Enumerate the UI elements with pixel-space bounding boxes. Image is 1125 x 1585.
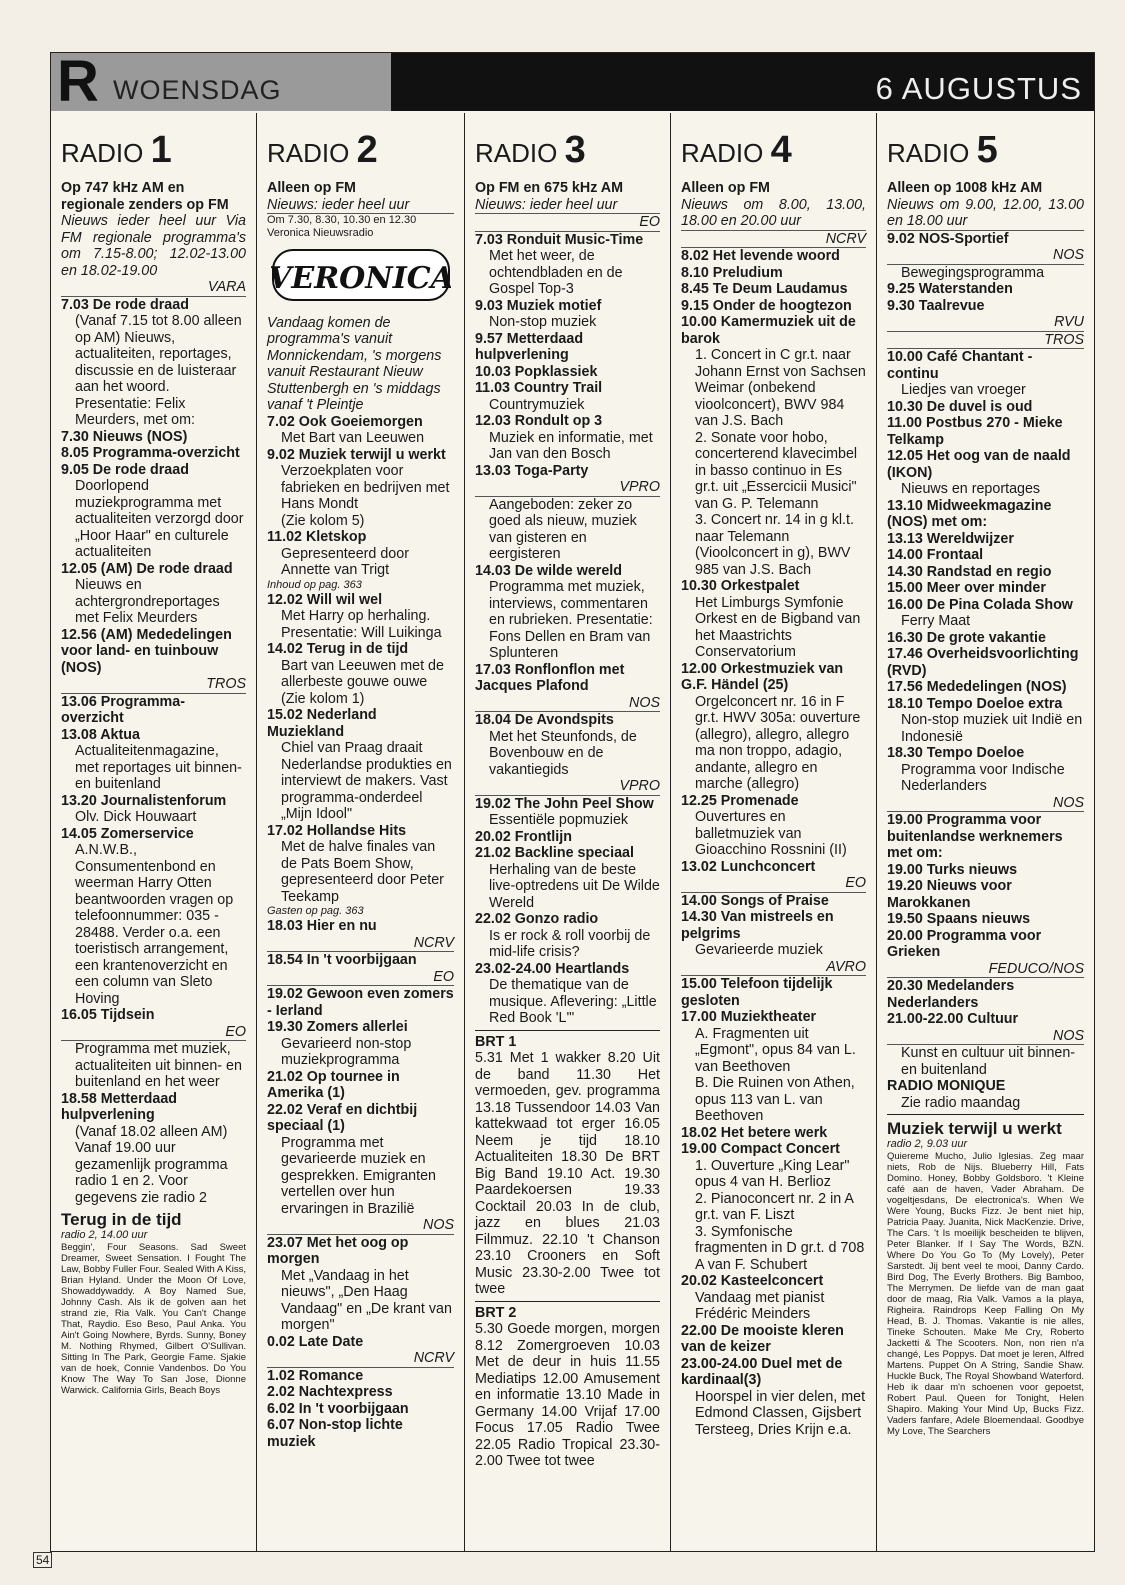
header-left-band — [51, 49, 391, 114]
radio-5-box-sub: radio 2, 9.03 uur — [887, 1137, 968, 1150]
program-entry: 14.30 Van mistreels en pelgrims — [681, 909, 834, 942]
program-description: Ouvertures en balletmuziek van Gioacchino Rossnini (II) — [695, 809, 847, 858]
program-description: 1. Concert in C gr.t. naar Johann Ernst von Sachsen Weimar (onbekend vioolconcert), BWV 984 van J.S. Bach — [695, 347, 866, 429]
radio-5-sub: Alleen op 1008 kHz AM — [887, 180, 1043, 196]
radio-1-number: 1 — [150, 129, 172, 171]
program-entry: 10.00 Kamermuziek uit de barok — [681, 314, 856, 347]
radio-5-box-text: Quiereme Mucho, Julio Iglesias. Zeg maar niets, Rob de Nijs. Blueberry Hill, Fats Domino. Honey, Bobby Goldsboro. 't Kleine café aan de haven, Vader Abraham. De vogeltjesdans, De electronica's. When We Were Young, Bucks Fizz. Je bent niet hip, Patricia Paay. Juanita, Nick MacKenzie. Drive, The Cars. 't Is moeilijk bescheiden te blijven, Peter Blanker. If I Say The Words, BZN. Where Do You Go To (My Lovely), Peter Sarstedt. Jij bent veel te mooi, Danny Cardo. Bird Dog, The Everly Brothers. Big Bamboo, The Merrymen. De liefde van de man gaat door de maag, Ria Valk. Vamos a la playa, Righeira. Raindrops Keep Falling On My Head, B. J. Thomas. Vakantie is nie alles, Tineke Schouten. Make Me Cry, Roberto Jacketti & The Scooters. Non, non rien n'a changé, Les Poppys. Dat moet je leren, Alfred Martens. Puppet On A String, Sandie Shaw. Huckle Buck, The Royal Showband Waterford. Heb ik daar m'n schoenen voor gepoetst, Robert Paul. Queen for Tonight, Helen Shapiro. Making Your Mind Up, Bucks Fizz. Vaders fanfare, Adele Bloemendaal. Goodbye My Love, The Searchers — [887, 1150, 1084, 1437]
program-description: Zie radio maandag — [901, 1094, 1021, 1111]
radio-1-title: RADIO — [61, 138, 144, 168]
program-description: Chiel van Praag draait Nederlandse produkties en interviewt de makers. Vast programma-onderdeel „Mijn Idool" — [281, 740, 452, 822]
program-description: B. Die Ruinen von Athen, opus 113 van L. van Beethoven — [695, 1075, 855, 1124]
veronica-logo-text: VERONICA — [271, 261, 451, 296]
program-entry: 6.02 In 't voorbijgaan — [267, 1400, 409, 1417]
program-entry: 17.02 Hollandse Hits — [267, 822, 407, 839]
program-entry: 20.00 Programma voor Grieken — [887, 927, 1042, 960]
program-description: Met „Vandaag in het nieuws", „Den Haag Vandaag" en „De krant van morgen" — [281, 1267, 452, 1333]
program-entry: 14.00 Songs of Praise — [681, 892, 829, 909]
broadcaster-label: EO — [267, 969, 454, 987]
radio-3-number: 3 — [564, 129, 586, 171]
radio-2-sub3: Om 7.30, 8.30, 10.30 en 12.30 Veronica Nieuwsradio — [267, 214, 417, 239]
column-radio-3 — [465, 113, 671, 1551]
brt1-text: 5.31 Met 1 wakker 8.20 Uit de band 11.30 Het vermoeden, gev. programma 13.18 Tussendoor 14.03 Van kattekwaad tot erger 16.05 Neem je tijd 18.10 Actualiteiten 18.30 De BRT Big Band 19.10 Act. 19.30 Paardekoersen 19.33 Cocktail 20.03 In de club, jazz en blues 21.03 Filmmuz. 22.10 't Chanson 23.10 Crooners en Soft Music 23.30-2.00 Twee tot twee — [475, 1050, 660, 1297]
program-entry: 13.06 Programma-overzicht — [61, 693, 185, 726]
radio-3-sub2: Nieuws: ieder heel uur — [475, 197, 660, 215]
program-entry: 7.02 Ook Goeiemorgen — [267, 413, 423, 430]
header-day: WOENSDAG — [113, 75, 282, 105]
veronica-logo — [271, 246, 451, 304]
program-entry: 8.05 Programma-overzicht — [61, 445, 240, 461]
program-description: 3. Concert nr. 14 in g kl.t. naar Telemann (Vioolconcert in g), BWV 985 van J.S. Bach — [695, 512, 854, 578]
program-description: A. Fragmenten uit „Egmont", opus 84 van L. van Beethoven — [695, 1025, 856, 1075]
program-description: Liedjes van vroeger — [901, 382, 1026, 398]
program-entry: 16.30 De grote vakantie — [887, 629, 1046, 646]
column-radio-1 — [51, 113, 257, 1551]
radio-2-intro: Vandaag komen de programma's vanuit Monnickendam, 's morgens vanuit Restaurant Nieuw Stuttenbergh en 's middags vanaf 't Pleintje — [267, 314, 442, 413]
program-entry: 15.00 Telefoon tijdelijk gesloten — [681, 976, 833, 1009]
program-description: Actualiteitenmagazine, met reportages uit binnen- en buitenland — [75, 743, 242, 792]
program-entry: 11.03 Country Trail — [475, 380, 603, 396]
broadcaster-label: AVRO — [681, 959, 866, 977]
program-entry: 0.02 Late Date — [267, 1333, 364, 1350]
program-entry: 17.46 Overheidsvoorlichting (RVD) — [887, 646, 1079, 679]
program-description: Non-stop muziek — [489, 314, 597, 330]
program-description: Olv. Dick Houwaart — [75, 809, 197, 825]
column-radio-4 — [671, 113, 877, 1551]
program-description: Gepresenteerd door Annette van Trigt — [281, 545, 409, 578]
radio-4-heading — [681, 129, 866, 171]
program-entry: 13.10 Midweekmagazine (NOS) met om: — [887, 497, 1052, 530]
radio-5-number: 5 — [976, 129, 998, 171]
program-entry: 20.02 Frontlijn — [475, 828, 572, 845]
program-entry: 12.56 (AM) Mededelingen voor land- en tuinbouw (NOS) — [61, 626, 232, 676]
program-entry: 19.50 Spaans nieuws — [887, 911, 1031, 927]
broadcaster-label: NOS — [887, 1028, 1084, 1046]
program-description: Het Limburgs Symfonie Orkest en de Bigband van het Maastrichts Conservatorium — [695, 594, 861, 660]
program-description: Muziek en informatie, met Jan van den Bosch — [489, 429, 653, 462]
program-entry: 10.30 Orkestpalet — [681, 578, 800, 594]
program-entry: 21.00-22.00 Cultuur — [887, 1011, 1019, 1027]
program-entry: 9.02 NOS-Sportief — [887, 230, 1009, 247]
radio-4-sub2: Nieuws om 8.00, 13.00, 18.00 en 20.00 uur — [681, 196, 866, 229]
radio-1-sub: Op 747 kHz AM en regionale zenders op FM — [61, 180, 229, 213]
program-entry: 18.04 De Avondspits — [475, 712, 614, 728]
broadcaster-label: VPRO — [475, 778, 660, 796]
program-entry: 13.08 Aktua — [61, 726, 140, 743]
program-entry: 11.00 Postbus 270 - Mieke Telkamp — [887, 415, 1063, 448]
page-reference: Gasten op pag. 363 — [267, 905, 364, 917]
program-description: Met het Steunfonds, de Bovenbouw en de vakantiegids — [489, 728, 637, 778]
program-entry: 10.00 Café Chantant - continu — [887, 349, 1033, 382]
radio-1-sub2: Nieuws ieder heel uur Via FM regionale programma's om 7.15-8.00; 12.02-13.00 en 18.02-19.00 — [61, 213, 246, 279]
program-entry: 10.30 De duvel is oud — [887, 398, 1033, 415]
page-header — [51, 49, 1094, 114]
program-entry: 12.00 Orkestmuziek van G.F. Händel (25) — [681, 660, 844, 693]
program-description: Bart van Leeuwen met de allerbeste gouwe ouwe — [281, 657, 444, 690]
program-entry: 19.30 Zomers allerlei — [267, 1019, 408, 1035]
radio-1-box-sub: radio 2, 14.00 uur — [61, 1228, 148, 1241]
program-entry: 18.30 Tempo Doeloe — [887, 745, 1025, 761]
page-reference: Inhoud op pag. 363 — [267, 578, 362, 591]
program-description: Met Harry op herhaling. Presentatie: Will Luikinga — [281, 608, 442, 641]
program-entry: 13.13 Wereldwijzer — [887, 530, 1014, 547]
program-entry: 9.05 De rode draad — [61, 461, 189, 478]
program-entry: 1.02 Romance — [267, 1367, 364, 1384]
program-entry: 18.03 Hier en nu — [267, 918, 377, 934]
radio-4-sub: Alleen op FM — [681, 180, 770, 196]
radio-1-heading — [61, 129, 246, 171]
program-entry: 17.03 Ronflonflon met Jacques Plafond — [475, 661, 625, 694]
broadcaster-label: NOS — [887, 795, 1084, 813]
broadcaster-label: TROS — [61, 676, 246, 694]
program-entry: 11.02 Kletskop — [267, 529, 367, 545]
broadcaster-label: NCRV — [267, 1350, 454, 1368]
program-entry: 12.05 (AM) De rode draad — [61, 560, 233, 577]
program-entry: 23.07 Met het oog op morgen — [267, 1234, 409, 1267]
program-entry: 17.56 Mededelingen (NOS) — [887, 679, 1067, 695]
program-entry: 8.10 Preludium — [681, 264, 783, 281]
broadcaster-label: EO — [681, 875, 866, 893]
radio-2-title: RADIO — [267, 138, 350, 168]
station-note-title: RADIO MONIQUE — [887, 1078, 1006, 1094]
radio-3-sub: Op FM en 675 kHz AM — [475, 180, 624, 196]
radio-4-schedule — [681, 231, 866, 1439]
program-entry: 23.00-24.00 Duel met de kardinaal(3) — [681, 1355, 843, 1388]
program-description: 3. Symfonische fragmenten in D gr.t. d 708 A van F. Schubert — [695, 1223, 865, 1273]
program-description: Vandaag met pianist Frédéric Meinders — [695, 1289, 825, 1322]
radio-4-number: 4 — [770, 129, 792, 171]
radio-5-heading — [887, 129, 1084, 171]
program-entry: 21.02 Op tournee in Amerika (1) — [267, 1068, 400, 1101]
program-description: Programma voor Indische Nederlanders — [901, 761, 1065, 794]
program-entry: 19.02 The John Peel Show — [475, 795, 654, 812]
program-entry: 18.58 Metterdaad hulpverlening — [61, 1090, 178, 1123]
program-description: Hoorspel in vier delen, met Edmond Classen, Gijsbert Tersteeg, Dries Krijn e.a. — [695, 1388, 866, 1438]
program-entry: 14.30 Randstad en regio — [887, 563, 1052, 580]
program-entry: 18.10 Tempo Doeloe extra — [887, 695, 1063, 712]
brt2-text: 5.30 Goede morgen, morgen 8.12 Zomergroeven 10.03 Met de deur in huis 11.55 Mediatips 12.00 Amusement en informatie 13.10 Made in Germany 14.00 Vrijaf 17.00 Focus 17.05 Radio Twee 22.05 Radio Tropical 23.30-2.00 Twee tot twee — [475, 1321, 660, 1469]
radio-2-sub: Alleen op FM — [267, 180, 356, 196]
program-description: A.N.W.B., Consumentenbond en weerman Harry Otten beantwoorden vragen op telefoonnummer: 035 - 28488. Verder o.a. een toeristisch arrangement, een krantenoverzicht en een column van Sleto Hoving — [75, 842, 234, 1007]
program-entry: 19.00 Turks nieuws — [887, 861, 1018, 878]
program-entry: 19.00 Programma voor buitenlandse werknemers met om: — [887, 812, 1063, 861]
program-description: Verzoekplaten voor fabrieken en bedrijven met Hans Mondt — [281, 463, 450, 512]
program-entry: 14.05 Zomerservice — [61, 825, 194, 842]
program-entry: 8.02 Het levende woord — [681, 248, 840, 264]
program-entry: 18.54 In 't voorbijgaan — [267, 952, 417, 968]
program-description: 1. Ouverture „King Lear" opus 4 van H. Berlioz — [695, 1157, 850, 1190]
radio-5-box-title: Muziek terwijl u werkt — [887, 1119, 1062, 1138]
program-entry: 13.20 Journalistenforum — [61, 792, 227, 809]
program-description: Bewegingsprogramma — [901, 264, 1045, 281]
program-entry: 9.25 Waterstanden — [887, 281, 1013, 297]
program-entry: 9.02 Muziek terwijl u werkt — [267, 446, 446, 463]
radio-2-sub2: Nieuws: ieder heel uur — [267, 197, 454, 215]
program-description: Herhaling van de beste live-optredens uit De Wilde Wereld — [489, 861, 660, 911]
radio-2-schedule — [267, 414, 454, 1451]
program-entry: 21.02 Backline speciaal — [475, 845, 634, 861]
radio-1-box-text: Beggin', Four Seasons. Sad Sweet Dreamer, Sweet Sensation. I Fought The Law, Bobby Fuller Four. Sealed With A Kiss, Brian Hyland. Under the Moon Of Love, Showaddywaddy. A Boy Named Sue, Johnny Cash. Als ik de golven aan het strand zie, Ria Valk. You Can't Change That, Raydio. Eso Beso, Paul Anka. You Ain't Going Nowhere, Byrds. Sunny, Boney M. Nothing Rhymed, Gilbert O'Sullivan. Sitting In The Park, Georgie Fame. Sjakie van de hoek, Connie Vandenbos. Do You Know The Way To San Jose, Dionne Warwick. California Girls, Beach Boys — [61, 1241, 246, 1396]
program-entry: 9.30 Taalrevue — [887, 297, 985, 314]
program-entry: 12.03 Rondult op 3 — [475, 413, 603, 429]
program-description: De thematique van de musique. Aflevering: „Little Red Book 'L'" — [489, 977, 657, 1026]
program-description: Programma met gevarieerde muziek en gesprekken. Emigranten vertellen over hun ervaringen in Brazilië — [281, 1134, 436, 1217]
program-description: Ferry Maat — [901, 613, 971, 629]
program-entry: 14.03 De wilde wereld — [475, 562, 623, 579]
program-description: Countrymuziek — [489, 396, 585, 413]
program-description: (Zie kolom 5) — [281, 512, 365, 529]
broadcaster-label: NOS — [267, 1217, 454, 1235]
program-entry: 14.00 Frontaal — [887, 547, 984, 563]
broadcaster-label: VPRO — [475, 479, 660, 497]
radio-3-schedule — [475, 214, 660, 1027]
header-right-band — [391, 53, 1094, 111]
program-description: (Zie kolom 1) — [281, 690, 365, 707]
radio-5-sub2: Nieuws om 9.00, 12.00, 13.00 en 18.00 uur — [887, 196, 1084, 229]
program-entry: 19.02 Gewoon even zomers - Ierland — [267, 986, 454, 1019]
program-description: Nieuws en reportages — [901, 481, 1041, 497]
program-description: (Vanaf 7.15 tot 8.00 alleen op AM) Nieuws, actualiteiten, reportages, discussie en de luisteraar aan het woord. Presentatie: Felix Meurders, met om: — [75, 313, 242, 428]
program-entry: 9.03 Muziek motief — [475, 297, 602, 314]
program-entry: 22.02 Veraf en dichtbij speciaal (1) — [267, 1101, 418, 1134]
program-description: Vanaf 19.00 uur gezamenlijk programma radio 1 en 2. Voor gegevens zie radio 2 — [75, 1140, 228, 1206]
column-radio-5 — [877, 113, 1094, 1551]
radio-1-box-title: Terug in de tijd — [61, 1210, 182, 1229]
broadcaster-label: FEDUCO/NOS — [887, 961, 1084, 979]
program-entry: 18.02 Het betere werk — [681, 1124, 828, 1141]
program-description: Aangeboden: zeker zo goed als nieuw, muziek van gisteren en eergisteren — [489, 496, 637, 562]
broadcaster-label: NCRV — [267, 935, 454, 953]
program-entry: 7.30 Nieuws (NOS) — [61, 428, 188, 445]
program-description: Gevarieerde muziek — [695, 942, 823, 958]
section-letter: R — [57, 49, 99, 114]
radio-5-title: RADIO — [887, 138, 970, 168]
program-entry: 22.00 De mooiste kleren van de keizer — [681, 1322, 844, 1355]
broadcaster-label: RVU — [887, 314, 1084, 332]
program-entry: 12.02 Will wil wel — [267, 591, 383, 608]
radio-5-schedule — [887, 231, 1084, 1112]
program-description: Kunst en cultuur uit binnen- en buitenland — [901, 1045, 1076, 1078]
program-description: Programma met muziek, actualiteiten uit binnen- en buitenland en het weer — [75, 1041, 242, 1090]
program-description: Gevarieerd non-stop muziekprogramma — [281, 1035, 412, 1068]
program-description: (Vanaf 18.02 alleen AM) — [75, 1123, 228, 1140]
program-entry: 17.00 Muziektheater — [681, 1009, 817, 1025]
page-number: 54 — [33, 1552, 52, 1568]
program-entry: 14.02 Terug in de tijd — [267, 641, 409, 657]
header-date: 6 AUGUSTUS — [875, 71, 1082, 106]
program-entry: 15.02 Nederland Muziekland — [267, 707, 377, 740]
program-entry: 8.45 Te Deum Laudamus — [681, 281, 848, 297]
program-entry: 23.02-24.00 Heartlands — [475, 960, 630, 977]
broadcaster-label: VARA — [61, 279, 246, 297]
program-description: Is er rock & roll voorbij de mid-life crisis? — [489, 927, 651, 960]
broadcaster-label: TROS — [887, 332, 1084, 350]
brt1-title: BRT 1 — [475, 1033, 517, 1050]
program-entry: 13.03 Toga-Party — [475, 462, 589, 479]
radio-4-title: RADIO — [681, 138, 764, 168]
program-description: Met het weer, de ochtendbladen en de Gospel Top-3 — [489, 248, 623, 297]
brt2-title: BRT 2 — [475, 1304, 517, 1321]
program-entry: 13.02 Lunchconcert — [681, 858, 816, 875]
program-entry: 10.03 Popklassiek — [475, 363, 598, 380]
column-radio-2 — [257, 113, 465, 1551]
radio-2-number: 2 — [356, 129, 378, 171]
program-entry: 12.25 Promenade — [681, 792, 799, 809]
program-description: Nieuws en achtergrondreportages met Felix Meurders — [75, 577, 220, 626]
program-entry: 20.30 Medelanders Nederlanders — [887, 978, 1015, 1011]
program-description: Essentiële popmuziek — [489, 812, 629, 828]
program-entry: 15.00 Meer over minder — [887, 580, 1046, 596]
radio-3-title: RADIO — [475, 138, 558, 168]
broadcaster-label: EO — [61, 1024, 246, 1042]
tv-guide-page — [50, 49, 1095, 1552]
program-entry: 9.15 Onder de hoogtezon — [681, 297, 852, 314]
radio-3-heading — [475, 129, 660, 171]
program-entry: 7.03 Ronduit Music-Time — [475, 231, 644, 248]
program-description: Orgelconcert nr. 16 in F gr.t. HWV 305a: ouverture (allegro), allegro, allegro ma non troppo, adagio, andante, allegro en marche (allegro) — [695, 693, 861, 792]
program-entry: 12.05 Het oog van de naald (IKON) — [887, 448, 1071, 481]
broadcaster-label: NOS — [475, 695, 660, 713]
radio-2-heading — [267, 129, 454, 171]
radio-1-schedule — [61, 279, 246, 1206]
program-entry: 2.02 Nachtexpress — [267, 1384, 393, 1400]
program-entry: 6.07 Non-stop lichte muziek — [267, 1417, 403, 1450]
program-entry: 19.00 Compact Concert — [681, 1141, 840, 1157]
program-description: Doorlopend muziekprogramma met actualiteiten verzorgd door „Hoor Haar" en culturele actualiteiten — [75, 478, 244, 560]
broadcaster-label: NOS — [887, 247, 1084, 265]
program-entry: 22.02 Gonzo radio — [475, 911, 599, 927]
program-description: Non-stop muziek uit Indië en Indonesië — [901, 712, 1083, 745]
program-entry: 9.57 Metterdaad hulpverlening — [475, 330, 584, 363]
program-description: 2. Sonate voor hobo, concerterend klavecimbel in basso continuo in Es gr.t. uit „Essercicii Musici" van G. P. Telemann — [695, 429, 858, 512]
program-entry: 16.00 De Pina Colada Show — [887, 596, 1073, 613]
program-description: Met de halve finales van de Pats Boem Show, gepresenteerd door Peter Teekamp — [281, 839, 444, 905]
program-entry: 20.02 Kasteelconcert — [681, 1273, 824, 1289]
program-entry: 16.05 Tijdsein — [61, 1007, 155, 1023]
program-description: Programma met muziek, interviews, commentaren en rubrieken. Presentatie: Fons Dellen en Bram van Splunteren — [489, 579, 653, 661]
program-entry: 7.03 De rode draad — [61, 296, 189, 313]
broadcaster-label: NCRV — [681, 231, 866, 249]
broadcaster-label: EO — [475, 214, 660, 232]
program-description: 2. Pianoconcert nr. 2 in A gr.t. van F. Liszt — [695, 1190, 854, 1223]
program-description: Met Bart van Leeuwen — [281, 430, 425, 446]
program-entry: 19.20 Nieuws voor Marokkanen — [887, 878, 1012, 911]
